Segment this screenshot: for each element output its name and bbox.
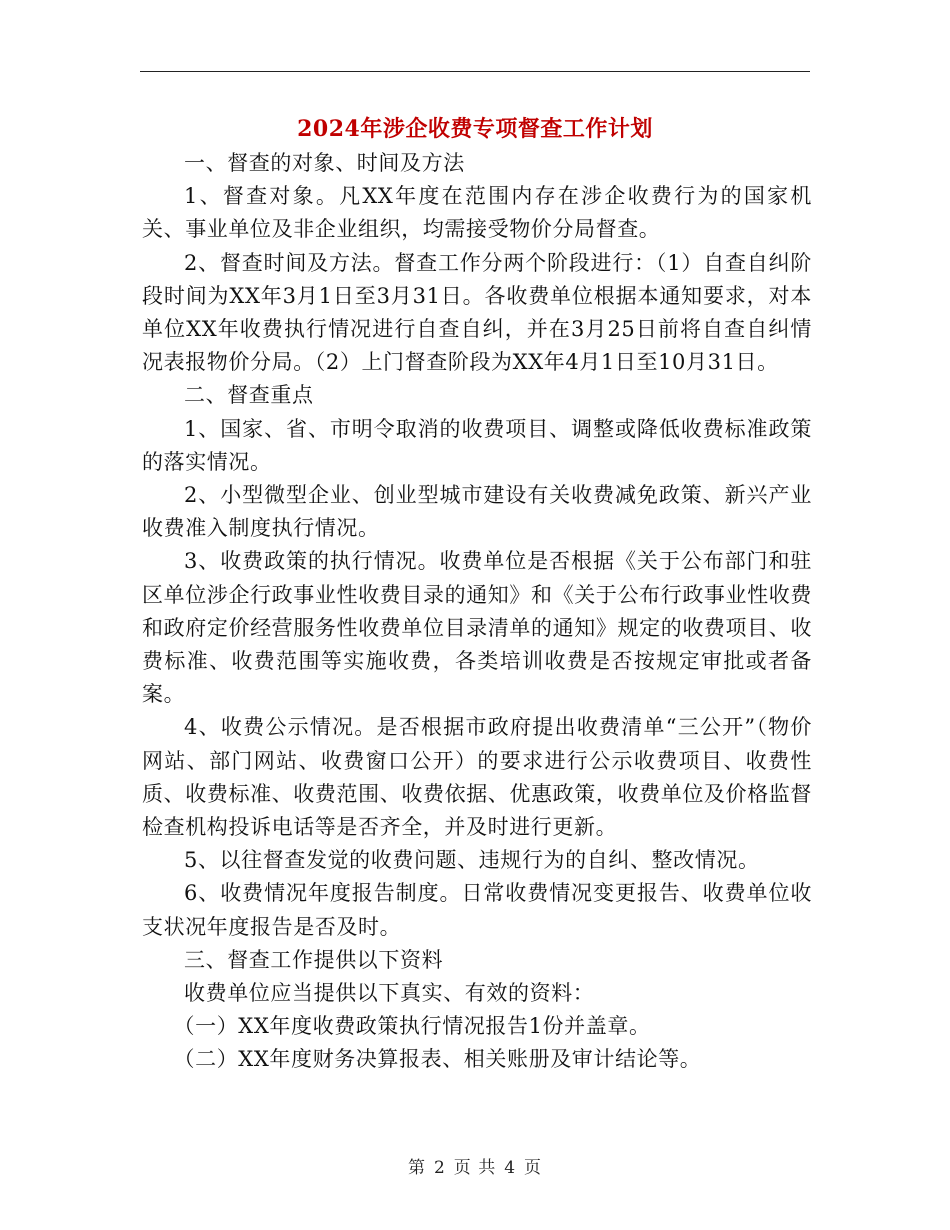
footer-total-pages: 4 bbox=[504, 1158, 517, 1178]
list-item-1: （一）XX年度收费政策执行情况报告1份并盖章。 bbox=[173, 1014, 651, 1039]
header-rule bbox=[140, 71, 810, 72]
document-body bbox=[142, 147, 812, 1077]
paragraph-2: 2、督查时间及方法。督查工作分两个阶段进行：（1）自查自纠阶段时间为XX年3月1日至3月31日。各收费单位根据本通知要求，对本单位XX年收费执行情况进行自查自纠，并在3月25日前将自查自纠情况表报物价分局。（2）上门督查阶段为XX年4月1日至10月31日。 bbox=[142, 250, 812, 375]
paragraph-3: 1、国家、省、市明令取消的收费项目、调整或降低收费标准政策的落实情况。 bbox=[142, 416, 812, 474]
footer-prefix: 第 bbox=[407, 1158, 426, 1178]
paragraph-8: 6、收费情况年度报告制度。日常收费情况变更报告、收费单位收支状况年度报告是否及时。 bbox=[142, 881, 812, 939]
paragraph-6: 4、收费公示情况。是否根据市政府提出收费清单“三公开”（物价网站、部门网站、收费窗口公开）的要求进行公示收费项目、收费性质、收费标准、收费范围、收费依据、优惠政策，收费单位及价格监督检查机构投诉电话等是否齐全，并及时进行更新。 bbox=[142, 715, 812, 840]
section-heading-1: 一、督查的对象、时间及方法 bbox=[184, 151, 465, 175]
paragraph-4: 2、小型微型企业、创业型城市建设有关收费减免政策、新兴产业收费准入制度执行情况。 bbox=[142, 483, 812, 541]
page-footer bbox=[0, 1153, 950, 1178]
paragraph-7: 5、以往督查发觉的收费问题、违规行为的自纠、整改情况。 bbox=[184, 848, 760, 873]
footer-suffix: 页 bbox=[524, 1158, 543, 1178]
footer-mid: 页 共 bbox=[453, 1158, 497, 1178]
paragraph-9: 收费单位应当提供以下真实、有效的资料： bbox=[184, 981, 595, 1006]
paragraph-5: 3、收费政策的执行情况。收费单位是否根据《关于公布部门和驻区单位涉企行政事业性收费目录的通知》和《关于公布行政事业性收费和政府定价经营服务性收费单位目录清单的通知》规定的收费项目、收费标准、收费范围等实施收费，各类培训收费是否按规定审批或者备案。 bbox=[142, 549, 812, 707]
list-item-2: （二）XX年度财务决算报表、相关账册及审计结论等。 bbox=[173, 1047, 702, 1072]
document-title: 2024年涉企收费专项督查工作计划 bbox=[297, 116, 653, 142]
section-heading-2: 二、督查重点 bbox=[184, 383, 314, 408]
paragraph-1: 1、督查对象。凡XX年度在范围内存在涉企收费行为的国家机关、事业单位及非企业组织，均需接受物价分局督查。 bbox=[142, 184, 812, 242]
section-heading-3: 三、督查工作提供以下资料 bbox=[184, 947, 444, 972]
footer-current-page: 2 bbox=[433, 1158, 446, 1178]
